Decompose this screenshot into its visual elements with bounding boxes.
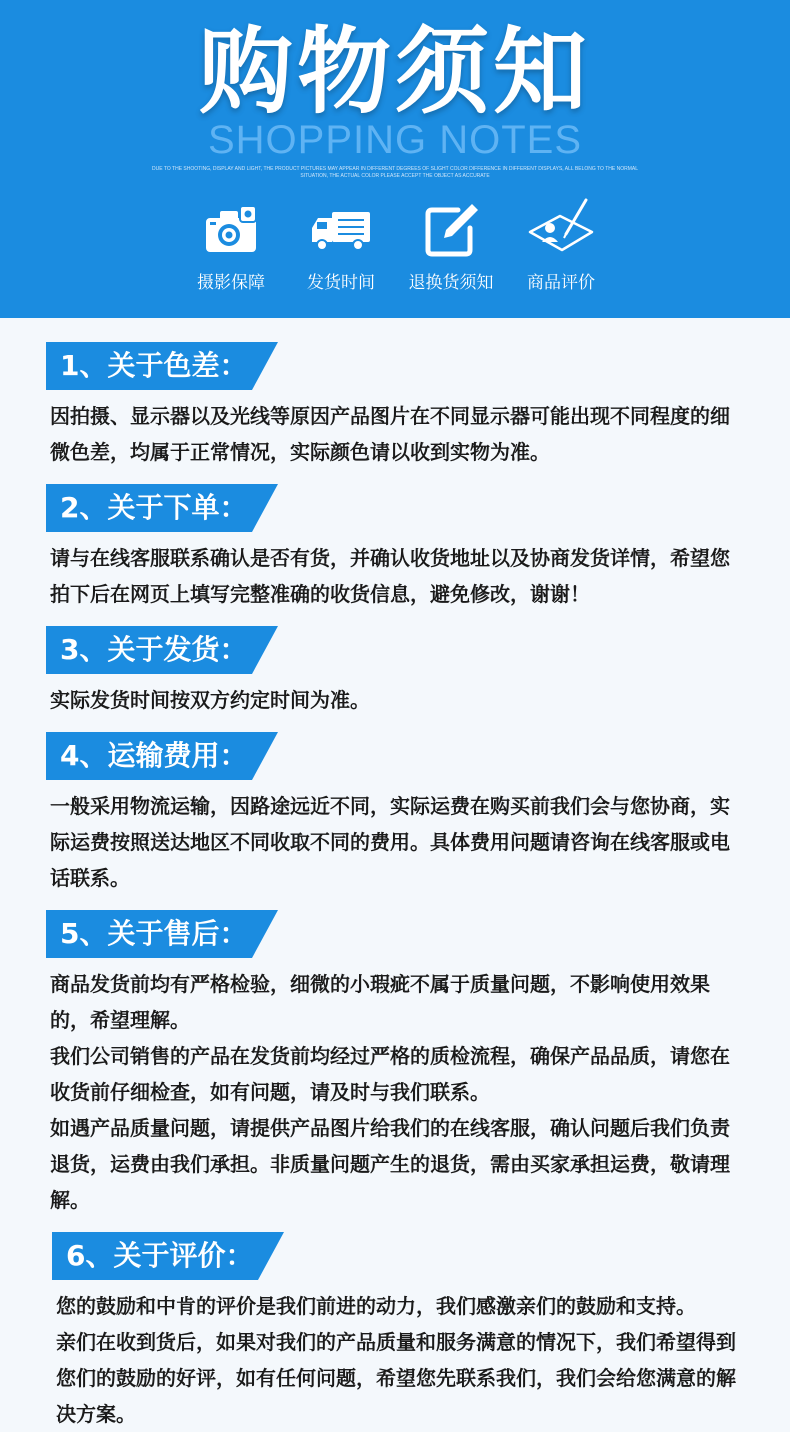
section-label [46,910,278,958]
section-title: 2、关于下单： [60,491,248,524]
section-title: 1、关于色差： [60,349,248,382]
section-paragraph: 一般采用物流运输，因路途远近不同，实际运费在购买前我们会与您协商，实际运费按照送达地区不同收取不同的费用。具体费用问题请咨询在线客服或电话联系。 [50,794,730,890]
section-title: 3、关于发货： [60,633,248,666]
section-paragraph: 因拍摄、显示器以及光线等原因产品图片在不同显示器可能出现不同程度的细微色差，均属于正常情况，实际颜色请以收到实物为准。 [50,404,730,464]
icon-item-returns [396,198,506,298]
section-body [46,788,746,896]
section-body [46,540,746,612]
section-body [46,1288,746,1432]
icon-label: 退换货须知 [408,273,494,293]
section-shipping [46,626,746,718]
section-reviews [46,1232,746,1432]
section-title: 5、关于售后： [60,917,248,950]
icon-label: 发货时间 [307,273,375,293]
icon-label: 摄影保障 [197,273,265,293]
review-icon [526,198,596,262]
icon-item-photo [176,198,286,298]
section-body [46,966,746,1218]
content [0,318,790,1432]
section-ordering [46,484,746,612]
icon-item-review [506,198,616,298]
icon-item-shipping [286,198,396,298]
icon-row [176,198,616,298]
page-subtitle: SHOPPING NOTES [207,118,583,162]
section-paragraph: 如遇产品质量问题，请提供产品图片给我们的在线客服，确认问题后我们负责退货，运费由我们承担。非质量问题产生的退货，需由买家承担运费，敬请理解。 [50,1116,730,1212]
edit-icon [416,198,486,262]
section-body [46,398,746,470]
section-color-difference [46,342,746,470]
section-label [46,342,278,390]
truck-icon [306,198,376,262]
section-title: 6、关于评价： [66,1239,254,1272]
page-title: 购物须知 [198,18,591,127]
section-paragraph: 请与在线客服联系确认是否有货，并确认收货地址以及协商发货详情，希望您拍下后在网页上填写完整准确的收货信息，避免修改，谢谢！ [50,546,730,606]
icon-label: 商品评价 [527,273,595,293]
header-banner [0,0,790,318]
camera-icon [196,198,266,262]
section-paragraph: 实际发货时间按双方约定时间为准。 [50,688,370,712]
section-label [46,732,278,780]
section-paragraph: 亲们在收到货后，如果对我们的产品质量和服务满意的情况下，我们希望得到您们的鼓励的好评，如有任何问题，希望您先联系我们，我们会给您满意的解决方案。 [56,1330,736,1426]
section-freight [46,732,746,896]
section-paragraph: 您的鼓励和中肯的评价是我们前进的动力，我们感激亲们的鼓励和支持。 [56,1294,696,1318]
section-label [46,484,278,532]
section-paragraph: 我们公司销售的产品在发货前均经过严格的质检流程，确保产品品质，请您在收货前仔细检查，如有问题，请及时与我们联系。 [50,1044,730,1104]
section-after-sales [46,910,746,1218]
section-label [52,1232,284,1280]
fine-print: DUE TO THE SHOOTING, DISPLAY AND LIGHT, THE PRODUCT PICTURES MAY APPEAR IN DIFFERENT DEGREES OF SLIGHT COLOR DIFFERENCE IN DIFFERENT DISPLAYS, ALL BELONG TO THE NORMAL SITUATION, THE ACTUAL COLOR PLEASE ACCEPT THE OBJECT AS ACCURATE [152,166,638,179]
section-body [46,682,746,718]
section-paragraph: 商品发货前均有严格检验，细微的小瑕疵不属于质量问题，不影响使用效果的，希望理解。 [50,972,710,1032]
section-title: 4、运输费用： [60,739,248,772]
section-label [46,626,278,674]
